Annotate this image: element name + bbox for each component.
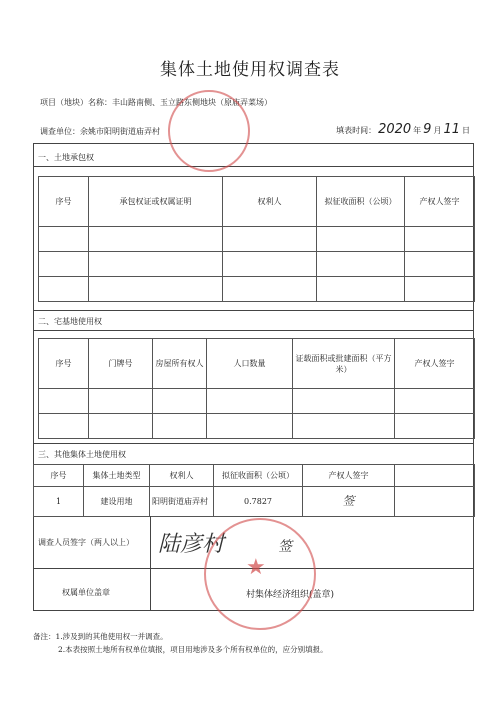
note-2: 2.本表按照土地所有权单位填报，项目用地涉及多个所有权单位的，应分别填报。 <box>58 645 328 654</box>
section1-title: 一、土地承包权 <box>38 153 94 162</box>
fill-time <box>336 122 470 137</box>
s2-header-cell: 证载面积或批建面积（平方米） <box>293 339 395 389</box>
note-1: 备注：1.涉及到的其他使用权一并调查。 <box>33 632 168 641</box>
survey-unit: 调查单位：余姚市阳明街道庙弄村 <box>40 127 160 136</box>
table-row <box>39 227 475 252</box>
table-row <box>39 252 475 277</box>
section1-table <box>38 176 475 302</box>
s3-header-cell: 产权人签字 <box>303 465 395 487</box>
second-signature: 签 <box>278 539 292 555</box>
day-suffix: 日 <box>462 126 470 135</box>
owner-signature: 签 <box>303 487 395 517</box>
s2-header-cell: 序号 <box>39 339 89 389</box>
divider <box>33 443 474 444</box>
s3-header-cell: 序号 <box>34 465 84 487</box>
divider <box>33 330 474 331</box>
s1-header-cell: 权利人 <box>223 177 317 227</box>
section3-table <box>33 464 475 517</box>
divider <box>33 166 474 167</box>
month-suffix: 月 <box>433 126 442 135</box>
fill-month: 9 <box>423 122 432 137</box>
table-row <box>34 487 475 517</box>
s2-header-cell: 产权人签字 <box>395 339 475 389</box>
s1-header-cell: 产权人签字 <box>405 177 475 227</box>
divider <box>33 310 474 311</box>
s1-header-cell: 承包权证或权属证明 <box>89 177 223 227</box>
seal-label: 权属单位盖章 <box>62 588 110 597</box>
s3-header-cell: 集体土地类型 <box>84 465 150 487</box>
table-row <box>39 414 475 439</box>
project-name: 项目（地块）名称：丰山路南侧、玉立路东侧地块（原庙弄菜场） <box>40 98 272 107</box>
org-label: 村集体经济组织(盖章) <box>246 590 335 600</box>
fill-year: 2020 <box>378 122 412 137</box>
s3-header-cell: 权利人 <box>150 465 214 487</box>
form-title: 集体土地使用权调查表 <box>160 60 340 80</box>
surveyor-signature: 陆彦村 <box>158 532 225 557</box>
section3-title: 三、其他集体土地使用权 <box>38 450 126 459</box>
fill-time-label: 填表时间： <box>336 126 377 135</box>
s3-header-cell: 拟征收面积（公顷） <box>214 465 303 487</box>
s2-header-cell: 人口数量 <box>207 339 293 389</box>
fill-day: 11 <box>443 122 460 137</box>
surveyor-label: 调查人员签字（两人以上） <box>38 538 134 547</box>
official-seal-top <box>168 90 250 172</box>
s3-cell: 1 <box>34 487 84 517</box>
table-row <box>39 389 475 414</box>
section2-table <box>38 338 475 439</box>
s2-header-cell: 门牌号 <box>89 339 153 389</box>
section2-title: 二、宅基地使用权 <box>38 317 102 326</box>
s2-header-cell: 房屋所有权人 <box>153 339 207 389</box>
seal-star-icon: ★ <box>246 555 266 580</box>
s3-cell: 0.7827 <box>214 487 303 517</box>
s1-header-cell: 序号 <box>39 177 89 227</box>
s3-cell: 建设用地 <box>84 487 150 517</box>
divider <box>150 516 151 611</box>
s1-header-cell: 拟征收面积（公顷） <box>317 177 405 227</box>
s3-cell: 阳明街道庙弄村 <box>150 487 214 517</box>
table-row <box>39 277 475 302</box>
year-suffix: 年 <box>413 126 422 135</box>
